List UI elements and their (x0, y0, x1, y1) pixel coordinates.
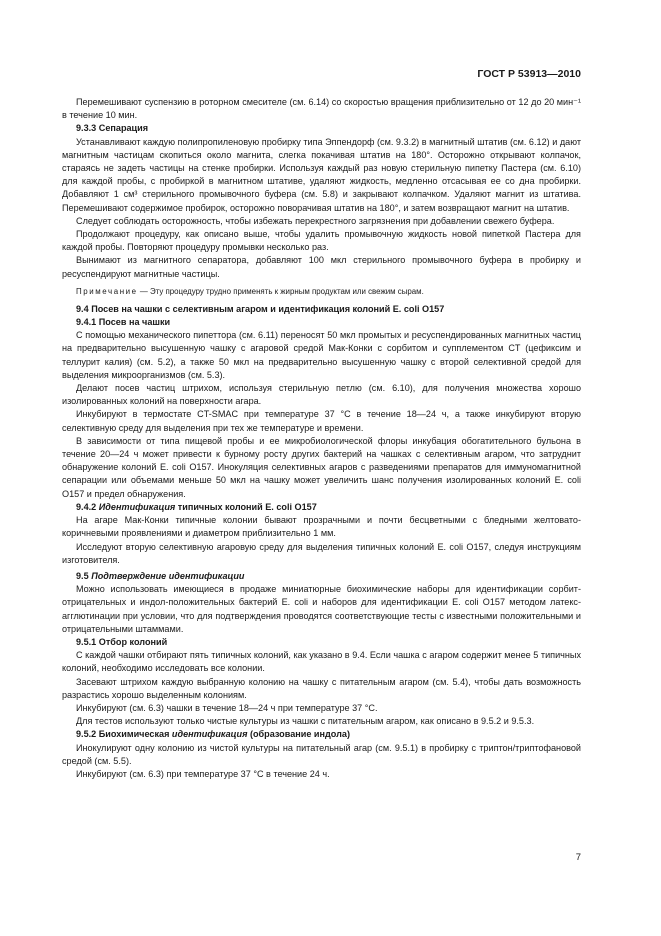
section-title: Посев на чашки с селективным агаром и идентификация колоний E. coli O157 (91, 303, 445, 314)
section-number: 9.4 (76, 303, 89, 314)
standard-designation: ГОСТ Р 53913—2010 (477, 68, 581, 80)
paragraph: Продолжают процедуру, как описано выше, чтобы удалить промывочную жидкость новой пипеткой Пастера для каждой пробы. Повторяют процедуру промывки несколько раз. (62, 229, 581, 253)
section-title: Посев на чашки (98, 317, 171, 328)
section-heading-9-5 (62, 570, 581, 583)
paragraph: Вынимают из магнитного сепаратора, добавляют 100 мкл стерильного промывочного буфера в пробирку и ресуспендируют магнитные частицы. (62, 255, 581, 279)
paragraph: Для тестов используют только чистые культуры из чашки с питательным агаром, как описано в 9.5.2 и 9.5.3. (76, 716, 535, 727)
paragraph: Можно использовать имеющиеся в продаже миниатюрные биохимические наборы для идентификации сорбит-отрицательных и индол-положительных бактерий E. coli и наборов для идентификации E. coli O157 методом латекс-агглютинации при условии, что для подтверждения проводятся соответствующие тесты с известными положительными и отрицательными штаммами. (62, 584, 581, 634)
paragraph: Засевают штрихом каждую выбранную колонию на чашку с питательным агаром (см. 5.4), чтобы дать возможность разрастись хорошо выделенным колониям. (62, 676, 581, 700)
paragraph: С каждой чашки отбирают пять типичных колоний, как указано в 9.4. Если чашка с агаром содержит менее 5 типичных колоний, необходимо исследовать все колонии. (62, 650, 581, 674)
section-heading-9-3-3 (62, 122, 581, 135)
section-title: Сепарация (98, 123, 149, 134)
section-title: типичных колоний E. coli O157 (175, 501, 317, 512)
section-number: 9.5 (76, 570, 89, 581)
section-number: 9.4.2 (76, 501, 97, 512)
paragraph: Инкубируют (см. 6.3) при температуре 37 °C в течение 24 ч. (76, 768, 330, 779)
paragraph: С помощью механического пипеттора (см. 6.11) переносят 50 мкл промытых и ресуспендированных магнитных частиц на предварительно высушенную чашку с агаровой средой Мак-Конки с сорбитом и супплементом CT (цефиксим и теллурит калия) (см. 5.2), а также 50 мкл на предварительно высушенную чашку с второй селективной средой для выделения микроорганизмов (см. 5.3). (62, 330, 581, 380)
section-number: 9.5.1 (76, 636, 97, 647)
section-title-italic: идентификация (171, 729, 248, 740)
note-text: — Эту процедуру трудно применять к жирным продуктам или свежим сырам. (137, 286, 424, 296)
section-title: Отбор колоний (98, 636, 168, 647)
section-heading-9-5-2 (62, 728, 581, 741)
paragraph: Инокулируют одну колонию из чистой культуры на питательный агар (см. 9.5.1) в пробирку с триптон/триптофановой средой (см. 5.5). (62, 742, 581, 766)
paragraph: Инкубируют в термостате CT-SMAC при температуре 37 °C в течение 18—24 ч, а также инкубируют вторую селективную среду для выделения при тех же температуре и времени. (62, 409, 581, 433)
section-number: 9.4.1 (76, 317, 97, 328)
section-number: 9.5.2 (76, 729, 97, 740)
paragraph: Следует соблюдать осторожность, чтобы избежать перекрестного загрязнения при добавлении свежего буфера. (76, 215, 555, 226)
section-title-italic: Идентификация (98, 501, 176, 512)
document-body (62, 96, 581, 781)
paragraph: Устанавливают каждую полипропиленовую пробирку типа Эппендорф (см. 9.3.2) в магнитный штатив (см. 6.12) и дают магнитным частицам скопиться около магнита, слегка покачивая штатив на 180°. Осторожно открывают колпачок, стараясь не задеть частицы на стенке пробирки. Используя каждый раз новую стерильную пипетку Пастера (см. 6.10) для каждой пробы, с пробиркой в магнитном штативе, удаляют жидкость, медленно отсасывая ее со дна пробирки. Добавляют 1 см³ стерильного промывочного буфера (см. 5.8) и закрывают колпачком. Удаляют магнит из штатива. Перемешивают содержимое пробирок, осторожно поворачивая штатив на 180°, и затем возвращают магнит на штатив. (62, 136, 581, 213)
note (62, 286, 581, 298)
section-title: Биохимическая (98, 729, 172, 740)
paragraph: Исследуют вторую селективную агаровую среду для выделения типичных колоний E. coli O157, следуя инструкциям изготовителя. (62, 541, 581, 565)
paragraph: В зависимости от типа пищевой пробы и ее микробиологической флоры инкубация обогатительного бульона в течение 20—24 ч может привести к бурному росту других бактерий на чашках с селективным агаром, что затруднит обнаружение колоний E. coli O157. Инокуляция селективных агаров с разведениями препаратов для иммуномагнитной сепарации или объемами меньше 50 мкл на чашку может увеличить шанс получения изолированных колоний E. coli O157 и предел обнаружения. (62, 435, 581, 499)
paragraph: На агаре Мак-Конки типичные колонии бывают прозрачными и почти бесцветными с бледными желтовато-коричневыми проявлениями и диаметром приблизительно 1 мм. (62, 515, 581, 539)
section-heading-9-4 (62, 303, 581, 316)
paragraph: Делают посев частиц штрихом, используя стерильную петлю (см. 6.10), для получения множества хорошо изолированных колоний на поверхности агара. (62, 383, 581, 407)
section-number: 9.3.3 (76, 123, 97, 134)
page-number: 7 (575, 852, 581, 863)
section-title: (образование индола) (247, 729, 350, 740)
paragraph: Инкубируют (см. 6.3) чашки в течение 18—24 ч при температуре 37 °C. (76, 702, 378, 713)
section-title-italic: Подтверждение идентификации (91, 570, 245, 581)
note-label: Примечание (76, 286, 138, 296)
paragraph: Перемешивают суспензию в роторном смесителе (см. 6.14) со скоростью вращения приблизительно от 12 до 20 мин⁻¹ в течение 10 мин. (62, 97, 581, 121)
section-heading-9-5-1 (62, 636, 581, 649)
section-heading-9-4-2 (62, 501, 581, 514)
section-heading-9-4-1 (62, 316, 581, 329)
